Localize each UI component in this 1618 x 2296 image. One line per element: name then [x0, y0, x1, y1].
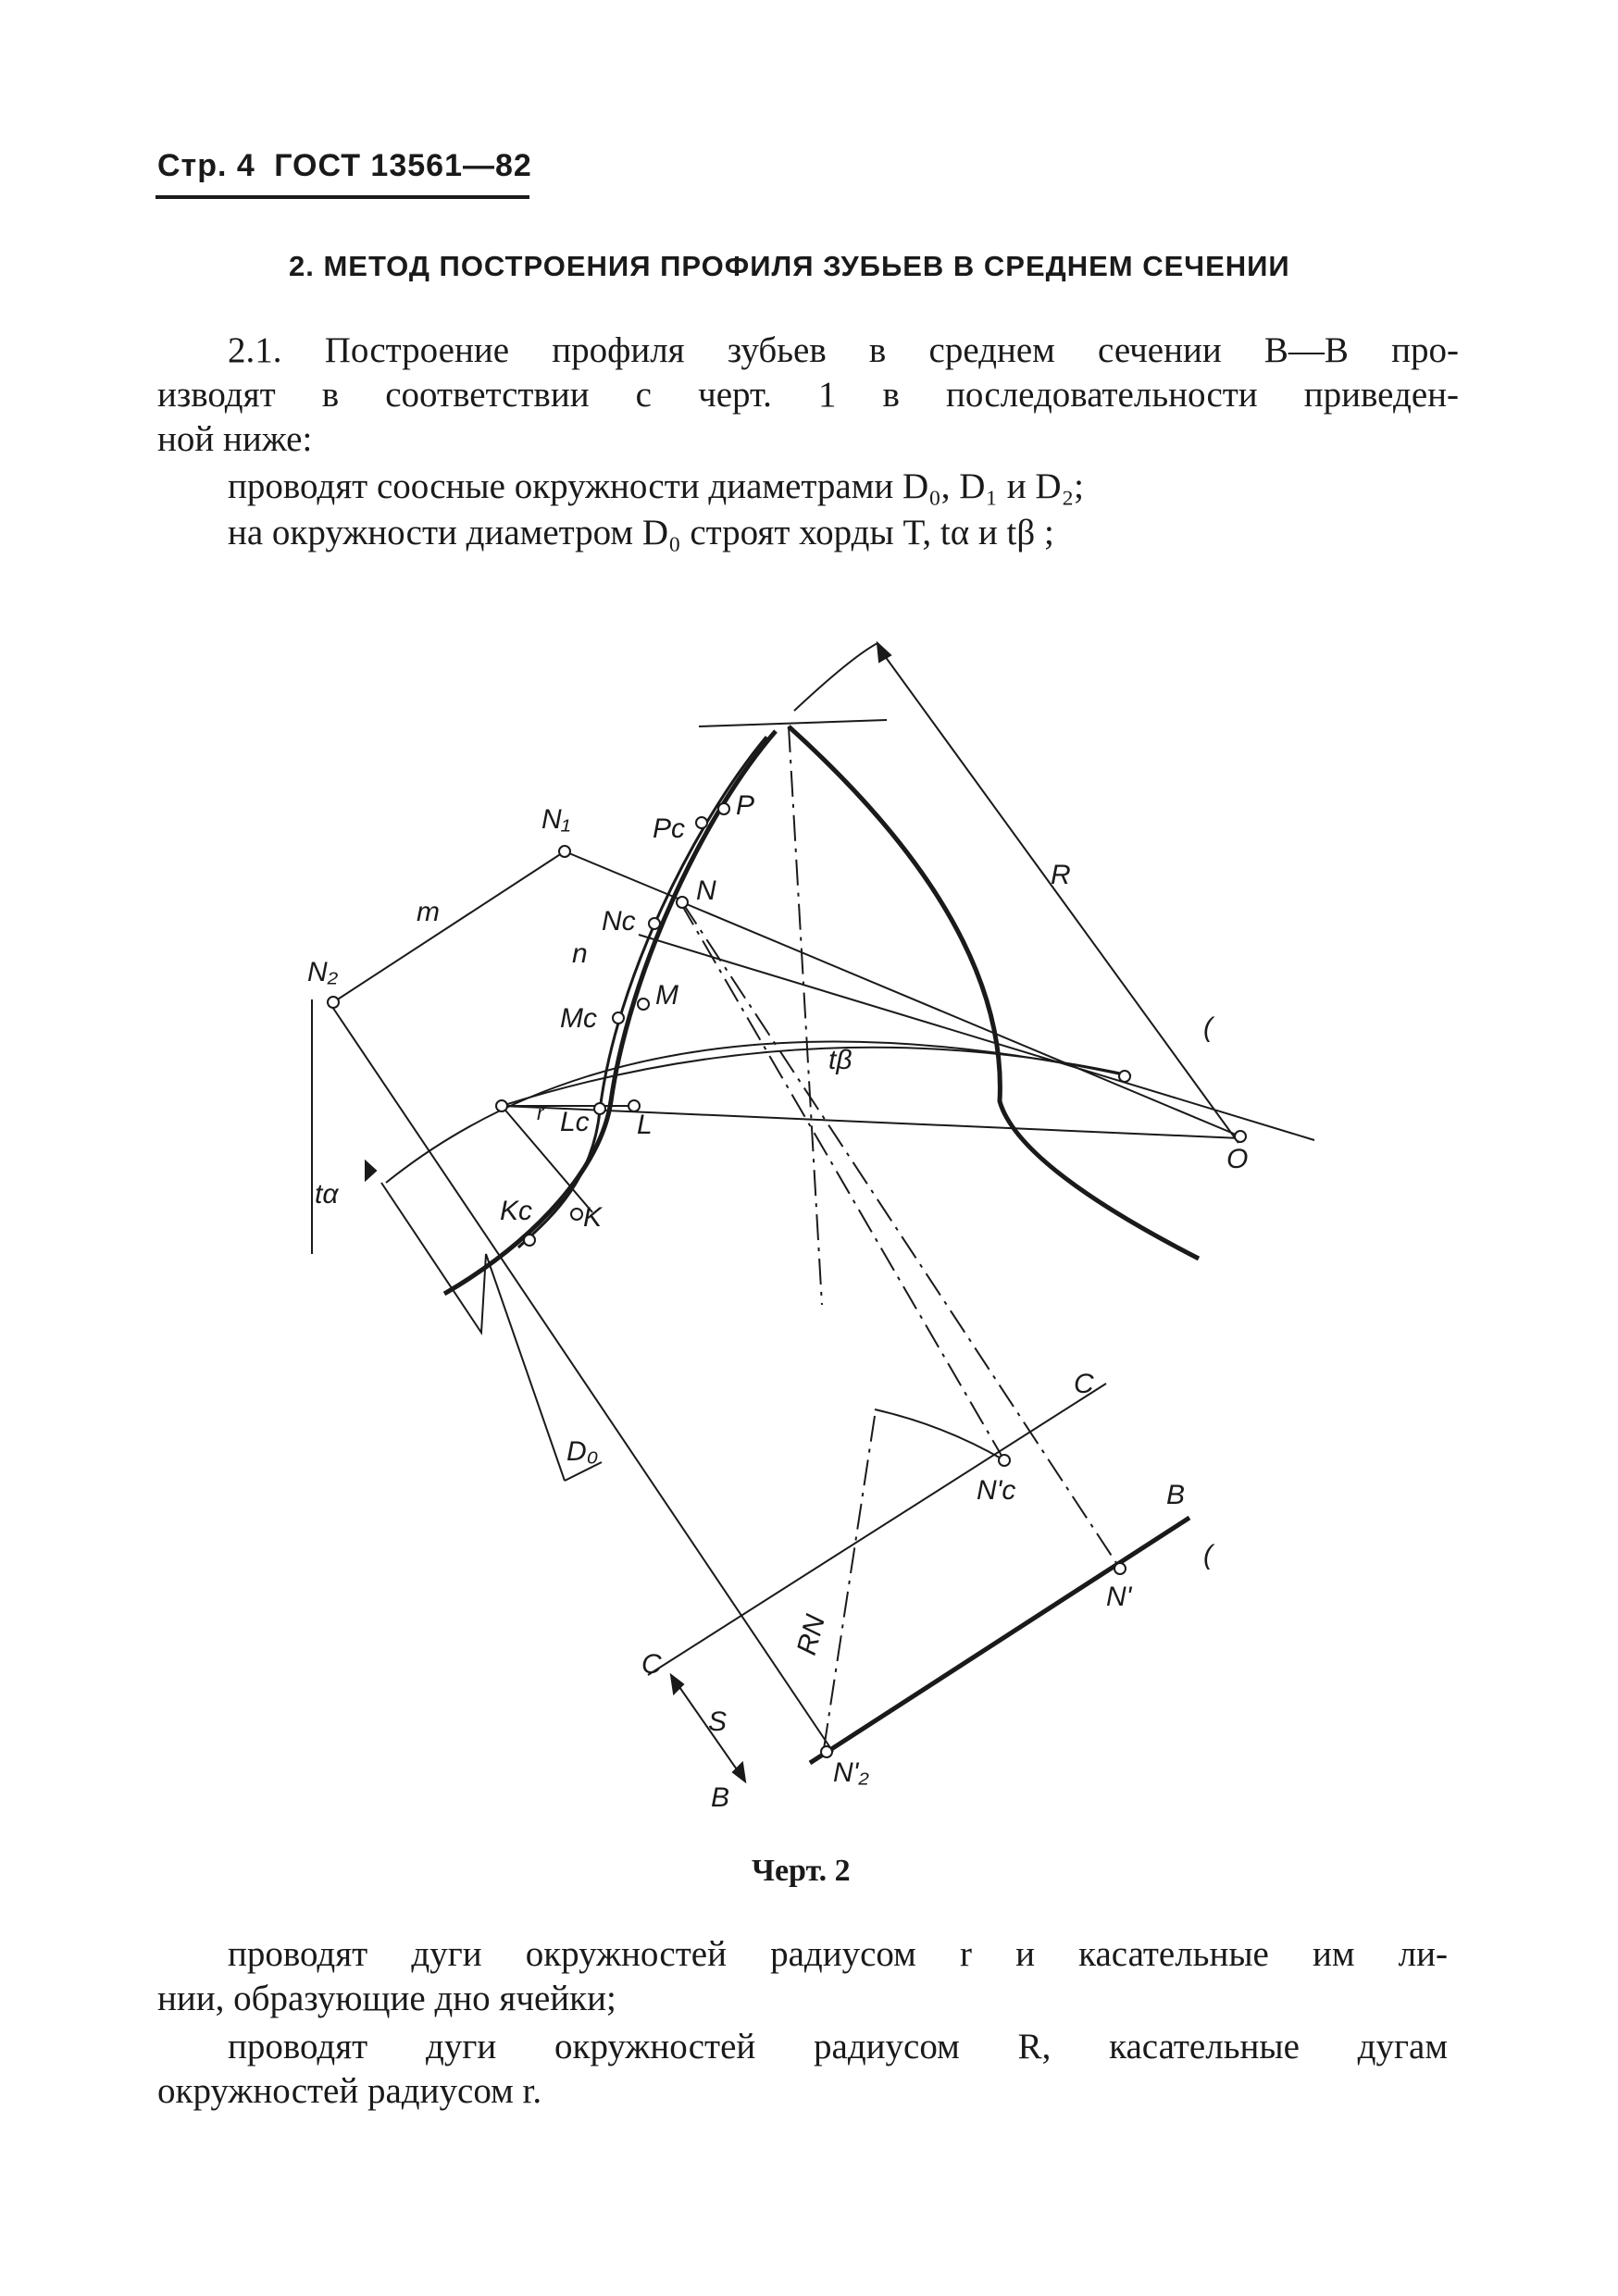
line-C-C: [648, 1384, 1106, 1675]
label-t-beta: tβ: [828, 1045, 853, 1075]
point-N-prime: [1114, 1563, 1126, 1574]
label-C-top: C: [1074, 1369, 1094, 1399]
tooth-left-flank: [444, 731, 776, 1294]
figure-caption: Черт. 2: [752, 1854, 851, 1888]
label-Pc: Pc: [653, 813, 686, 844]
line-N1: [565, 851, 680, 900]
point-Mc: [613, 1012, 624, 1024]
label-L: L: [637, 1110, 653, 1140]
label-t-alpha: tα: [315, 1179, 339, 1210]
label-N2: N₂: [307, 957, 339, 987]
label-m: m: [417, 897, 440, 927]
paragraph-arcs-r: [157, 1932, 1448, 2021]
paragraph-line: нии, образующие дно ячейки;: [157, 1979, 616, 2018]
point-Kc: [524, 1235, 535, 1246]
point-Nc: [649, 918, 660, 929]
label-Nc-prime: N'c: [977, 1475, 1016, 1506]
radius-RN: [824, 1416, 875, 1749]
list-item-text: на окружности диаметром D₀ строят хорды T, tα и tβ ;: [228, 513, 1054, 552]
point-Lc: [594, 1103, 605, 1114]
point-center: [496, 1100, 507, 1111]
point-N1: [559, 846, 570, 857]
label-Mc: Mc: [560, 1003, 597, 1034]
top-tangent-line: [699, 720, 887, 726]
label-paren: (: [1203, 1012, 1213, 1043]
arrow-R: [877, 643, 890, 662]
label-B-top: B: [1166, 1480, 1186, 1510]
point-Nc-prime: [999, 1455, 1010, 1466]
arc-Nc: [875, 1409, 1004, 1460]
point-O: [1235, 1131, 1246, 1142]
label-Nc: Nc: [602, 906, 636, 937]
label-N-prime: N': [1106, 1582, 1132, 1612]
chord-t-alpha: [502, 1106, 1240, 1138]
label-paren-2: (: [1203, 1540, 1213, 1570]
line-Nc-arc: [680, 902, 1004, 1460]
line-B-B: [810, 1518, 1189, 1763]
label-r: r: [537, 1101, 544, 1124]
label-C-left: C: [641, 1649, 662, 1680]
paragraph-line: изводят в соответствии с черт. 1 в последовательности приведен-: [157, 375, 1459, 415]
label-n: n: [572, 938, 588, 969]
label-O: O: [1226, 1144, 1249, 1174]
point-N2: [328, 997, 339, 1008]
arc-lower: [386, 1042, 1129, 1183]
line-m: [330, 851, 565, 1004]
arc-R: [794, 643, 877, 711]
label-M: M: [655, 980, 678, 1011]
list-item-text: проводят соосные окружности диаметрами D₀, D₁ и D₂;: [228, 466, 1085, 506]
label-S: S: [708, 1706, 728, 1737]
paragraph-line: 2.1. Построение профиля зубьев в среднем сечении B—B про-: [228, 330, 1459, 370]
label-R: R: [1051, 860, 1071, 890]
point-K: [571, 1209, 582, 1220]
section-title: 2. МЕТОД ПОСТРОЕНИЯ ПРОФИЛЯ ЗУБЬЕВ В СРЕДНЕМ СЕЧЕНИИ: [289, 250, 1290, 282]
point-t-beta-end: [1119, 1071, 1130, 1082]
label-Kc: Kc: [500, 1196, 533, 1226]
label-RN: RN: [790, 1611, 831, 1658]
point-N2-prime: [821, 1746, 832, 1757]
label-D0: D₀: [566, 1436, 599, 1467]
page-number: Стр. 4: [157, 148, 255, 183]
label-N2-prime: N'₂: [833, 1757, 869, 1788]
standard-number: ГОСТ 13561—82: [274, 148, 532, 183]
label-N1: N₁: [541, 804, 571, 835]
radius-R-line: [877, 646, 1238, 1143]
paragraph-line: проводят дуги окружностей радиусом r и касательные им ли-: [228, 1934, 1448, 1974]
label-P: P: [736, 790, 755, 821]
label-B-bottom: B: [711, 1782, 730, 1813]
paragraph-arcs-R: [157, 2025, 1448, 2114]
arrow-t-alpha: [366, 1161, 376, 1180]
label-Lc: Lc: [560, 1107, 590, 1137]
label-N: N: [696, 875, 716, 906]
paragraph-line: окружностей радиусом r.: [157, 2071, 542, 2111]
point-N: [677, 897, 688, 908]
paragraph-line: ной ниже:: [157, 419, 313, 459]
line-N-N-prime: [682, 902, 1120, 1569]
paragraph-line: проводят дуги окружностей радиусом R, касательные дугам: [228, 2027, 1448, 2066]
point-Pc: [696, 817, 707, 828]
label-K: K: [583, 1202, 603, 1233]
axis-line: [789, 726, 822, 1305]
point-P: [718, 803, 729, 814]
point-M: [638, 999, 649, 1010]
